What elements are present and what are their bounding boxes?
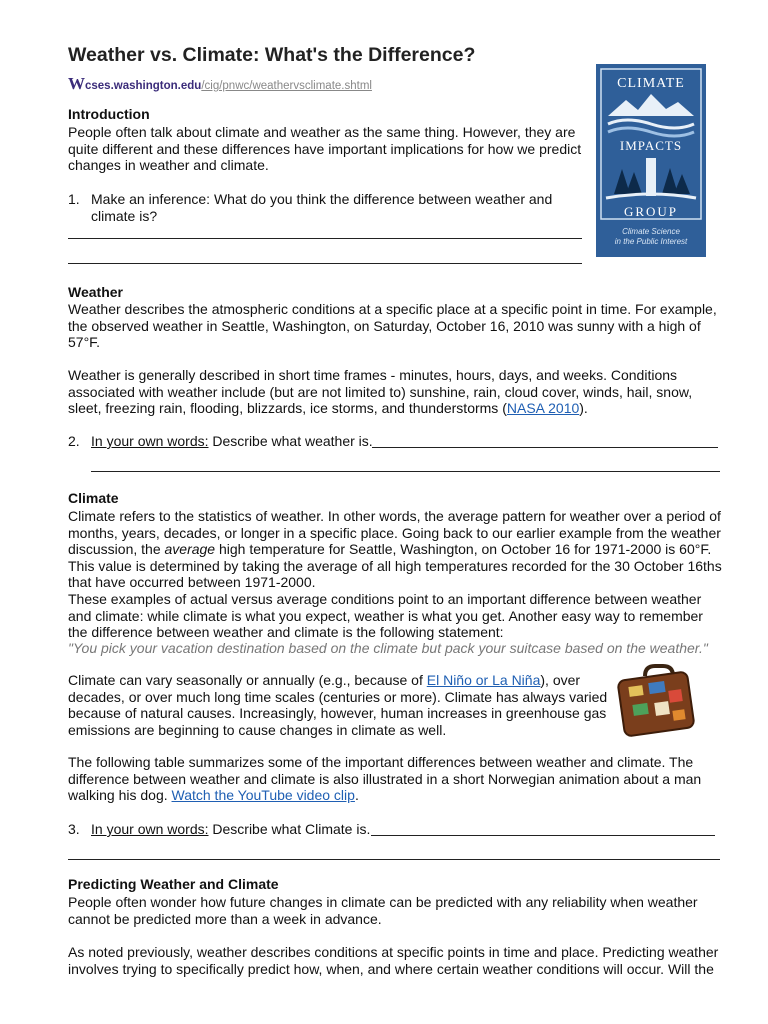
- source-path[interactable]: /cig/pnwc/weathervsclimate.shtml: [201, 80, 372, 92]
- q3-number: 3.: [68, 821, 80, 837]
- logo-line1: CLIMATE: [617, 76, 685, 91]
- weather-paragraph-2-text: Weather is generally described in short time frames - minutes, hours, days, and weeks. Conditions associated with weather include (but are not limited to) sunshine, rain, cloud cover, winds, hail, snow, sleet, freezing rain, flooding, blizzards, ice storms, and thunderstorms (: [68, 367, 693, 417]
- weather-paragraph-1: Weather describes the atmospheric conditions at a specific place at a specific point in time. For example, the observed weather in Seattle, Washington, on Saturday, October 16, 2010 was sunny with a high of 57°F.: [68, 301, 717, 351]
- nasa-2010-link[interactable]: NASA 2010: [506, 400, 580, 417]
- climate-paragraph-4: [68, 754, 722, 804]
- intro-paragraph: People often talk about climate and weather as the same thing. However, they are quite different and these differences have important implications for how we predict changes in weather and climate.: [68, 124, 582, 174]
- weather-paragraph-2-end: ).: [579, 400, 588, 417]
- climate-paragraph-1-end: high temperature for Seattle, Washington, on October 16 for 1971-2000 is 60°F. This value is determined by taking the average of all high temperatures recorded for the 30 October 16ths that have occurred between 1971-2000.: [68, 541, 722, 591]
- predicting-paragraph-1: People often wonder how future changes in climate can be predicted with any reliability when weather cannot be predicted more than a week in advance.: [68, 894, 698, 927]
- weather-heading: Weather: [68, 284, 123, 300]
- youtube-video-link[interactable]: Watch the YouTube video clip: [171, 787, 355, 804]
- logo-line3: GROUP: [623, 204, 679, 219]
- climate-paragraph-3-end: ), over decades, or over much long time scales (centuries or more). Climate has always varied because of natural causes. Increasingly, however, human increases in greenhouse gas emissions are beginning to cause changes in climate as well.: [68, 672, 608, 738]
- q1-number: 1.: [68, 191, 80, 207]
- source-domain[interactable]: cses.washington.edu: [85, 80, 202, 92]
- q3-text: [91, 821, 370, 838]
- logo-line2: IMPACTS: [619, 138, 683, 153]
- climate-average-emphasis: average: [164, 541, 216, 558]
- answer-line-3a[interactable]: [371, 835, 715, 836]
- q2-text: [91, 433, 373, 450]
- el-nino-la-nina-link[interactable]: El Niño or La Niña: [426, 672, 541, 688]
- page-title: Weather vs. Climate: What's the Difference?: [68, 44, 476, 66]
- predicting-heading: Predicting Weather and Climate: [68, 876, 279, 892]
- predicting-paragraph-2: As noted previously, weather describes conditions at specific points in time and place. Predicting weather involves trying to specifically predict how, when, and where certain weather conditions will occur. Will the: [68, 944, 719, 977]
- answer-line-2b[interactable]: [91, 471, 720, 472]
- logo-caption-line2: in the Public Interest: [614, 236, 688, 246]
- climate-paragraph-1-text: Climate refers to the statistics of weather. In other words, the average pattern for weather over a period of months, years, decades, or longer in a specific place. Going back to our earlier example from the weather discussion, the: [68, 508, 721, 558]
- climate-heading: Climate: [68, 490, 119, 506]
- climate-paragraph-1: [68, 508, 722, 591]
- climate-paragraph-3-text: Climate can vary seasonally or annually (e.g., because of: [68, 672, 427, 688]
- climate-paragraph-3: [68, 672, 608, 738]
- weather-paragraph-2: [68, 367, 722, 417]
- answer-line-2a[interactable]: [372, 447, 718, 448]
- q3-prompt: Describe what Climate is.: [208, 821, 371, 837]
- logo-artwork-icon: [596, 64, 706, 224]
- q2-prompt: Describe what weather is.: [208, 433, 373, 449]
- climate-paragraph-2: These examples of actual versus average conditions point to an important difference between weather and climate: while climate is what you expect, weather is what you get. Another easy way to remember the difference between weather and climate is the following statement:: [68, 591, 703, 641]
- suitcase-icon: [615, 662, 697, 738]
- logo-caption: [596, 227, 706, 246]
- answer-line-1b[interactable]: [68, 263, 582, 264]
- climate-impacts-group-logo: [596, 64, 706, 257]
- q2-number: 2.: [68, 433, 80, 449]
- answer-line-3b[interactable]: [68, 859, 720, 860]
- intro-heading: Introduction: [68, 106, 150, 122]
- logo-caption-line1: Climate Science: [622, 227, 680, 236]
- uw-logo-icon: W: [68, 74, 85, 93]
- climate-quote: "You pick your vacation destination based on the climate but pack your suitcase based on the weather.": [68, 640, 708, 656]
- climate-paragraph-4-end: .: [354, 787, 359, 804]
- q2-prefix: In your own words:: [91, 433, 209, 449]
- climate-paragraph-4-text: The following table summarizes some of the important differences between weather and climate. The difference between weather and climate is also illustrated in a short Norwegian animation about a man walking his dog.: [68, 754, 702, 804]
- source-url[interactable]: [68, 76, 372, 95]
- answer-line-1a[interactable]: [68, 238, 582, 239]
- q1-text: Make an inference: What do you think the difference between weather and climate is?: [91, 191, 553, 224]
- q3-prefix: In your own words:: [91, 821, 209, 837]
